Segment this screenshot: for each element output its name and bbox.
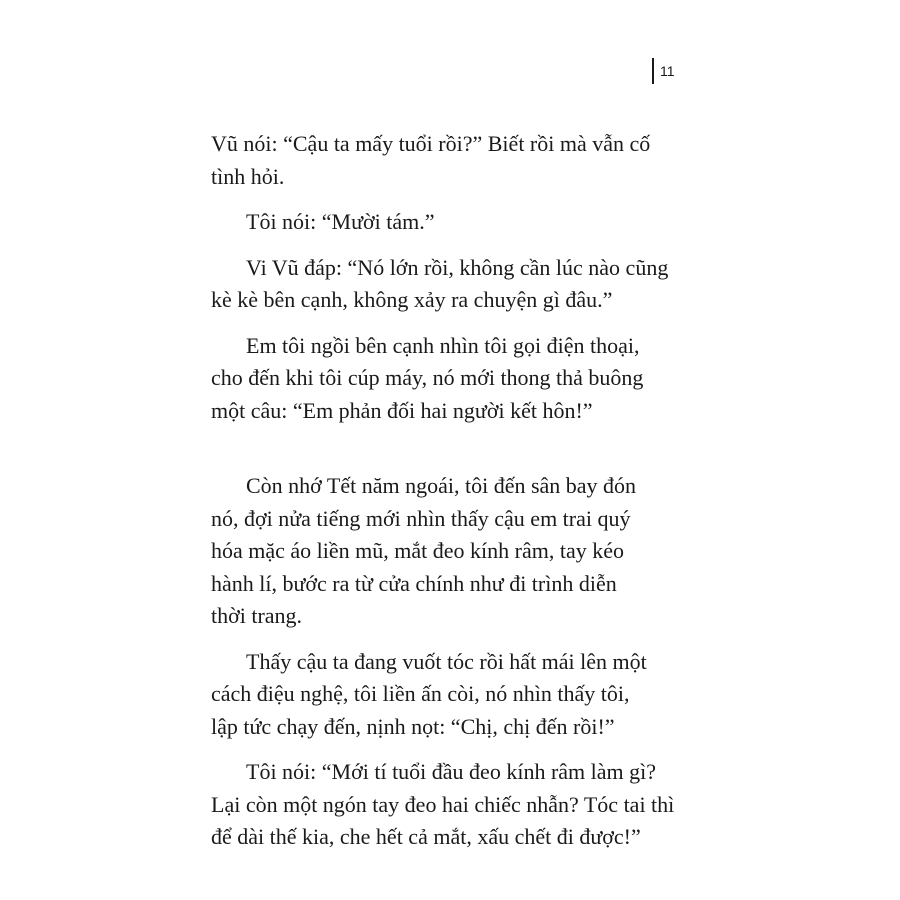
text-line: nó, đợi nửa tiếng mới nhìn thấy cậu em trai quý [211,505,631,531]
text-line: Tôi nói: “Mười tám.” [246,209,435,234]
text-line: thời trang. [211,603,303,628]
text-line: lập tức chạy đến, nịnh nọt: “Chị, chị đến rồi!” [211,713,615,739]
text-line: Vi Vũ đáp: “Nó lớn rồi, không cần lúc nào cũng [246,254,669,280]
header-rule [652,58,654,84]
text-line: cách điệu nghệ, tôi liền ấn còi, nó nhìn thấy tôi, [211,681,630,706]
text-line: Tôi nói: “Mới tí tuổi đầu đeo kính râm làm gì? [246,759,657,784]
text-line: hóa mặc áo liền mũ, mắt đeo kính râm, tay kéo [211,538,624,563]
page-number: 11 [660,63,675,79]
paragraph-7 [211,756,691,854]
text-line: Thấy cậu ta đang vuốt tóc rồi hất mái lên một [246,648,647,674]
text-line: để dài thế kia, che hết cả mắt, xấu chết đi được!” [211,824,641,849]
paragraph-5 [211,470,691,633]
text-line: Còn nhớ Tết năm ngoái, tôi đến sân bay đón [246,473,637,498]
body-text [211,128,691,854]
page-header [652,58,675,84]
paragraph-6 [211,646,691,744]
paragraph-4 [211,330,691,428]
paragraph-1 [211,128,691,193]
text-line: cho đến khi tôi cúp máy, nó mới thong thả buông [211,365,644,390]
text-line: tình hỏi. [211,163,285,189]
text-line: kè kè bên cạnh, không xảy ra chuyện gì đâu.” [211,287,613,312]
paragraph-2 [211,206,691,239]
text-line: một câu: “Em phản đối hai người kết hôn!” [211,397,593,423]
text-line: Em tôi ngồi bên cạnh nhìn tôi gọi điện thoại, [246,332,640,358]
paragraph-3 [211,252,691,317]
text-line: Vũ nói: “Cậu ta mấy tuổi rồi?” Biết rồi mà vẫn cố [211,131,651,156]
text-line: hành lí, bước ra từ cửa chính như đi trình diễn [211,570,617,596]
text-line: Lại còn một ngón tay đeo hai chiếc nhẫn? Tóc tai thì [211,791,675,817]
